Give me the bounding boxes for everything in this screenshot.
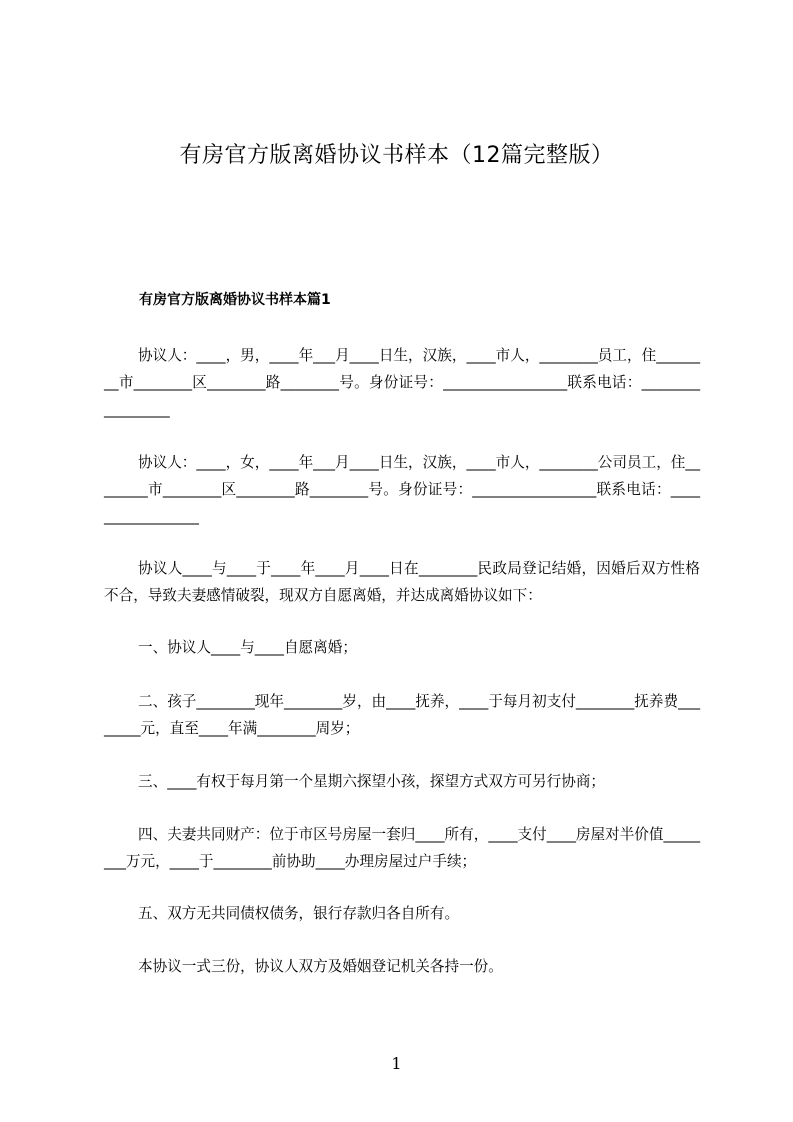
- paragraph-clause-3: 三、____有权于每月第一个星期六探望小孩，探望方式双方可另行协商；: [138, 773, 606, 790]
- paragraph-clause-1: 一、协议人____与____自愿离婚；: [138, 639, 357, 656]
- document-title: 有房官方版离婚协议书样本（12篇完整版）: [179, 143, 614, 168]
- paragraph-party-female: 协议人：____，女，____年___月____日生，汉族，____市人，________公司员工，住________市________区________路________号。身份证号：_________________联系电话：_________________: [104, 454, 700, 525]
- paragraph-clause-4: 四、夫妻共同财产：位于市区号房屋一套归____所有，____支付____房屋对半价值________万元，____于________前协助____办理房屋过户手续；: [104, 826, 700, 870]
- paragraph-clause-5: 五、双方无共同债权债务，银行存款归各自所有。: [138, 905, 460, 922]
- paragraph-marriage-info: 协议人____与____于____年____月____日在________民政局登记结婚，因婚后双方性格不合，导致夫妻感情破裂，现双方自愿离婚，并达成离婚协议如下：: [104, 560, 700, 604]
- paragraph-copies: 本协议一式三份，协议人双方及婚姻登记机关各持一份。: [138, 958, 503, 975]
- paragraph-party-male: 协议人：____，男，____年___月____日生，汉族，____市人，________员工，住________市________区________路________号。身份证号：_________________联系电话：_________________: [104, 347, 700, 418]
- page-number: 1: [391, 1054, 402, 1073]
- paragraph-clause-2: 二、孩子________现年________岁，由____抚养，____于每月初支付________抚养费________元，直至____年满________周岁；: [104, 693, 700, 737]
- section-heading: 有房官方版离婚协议书样本篇1: [139, 292, 331, 308]
